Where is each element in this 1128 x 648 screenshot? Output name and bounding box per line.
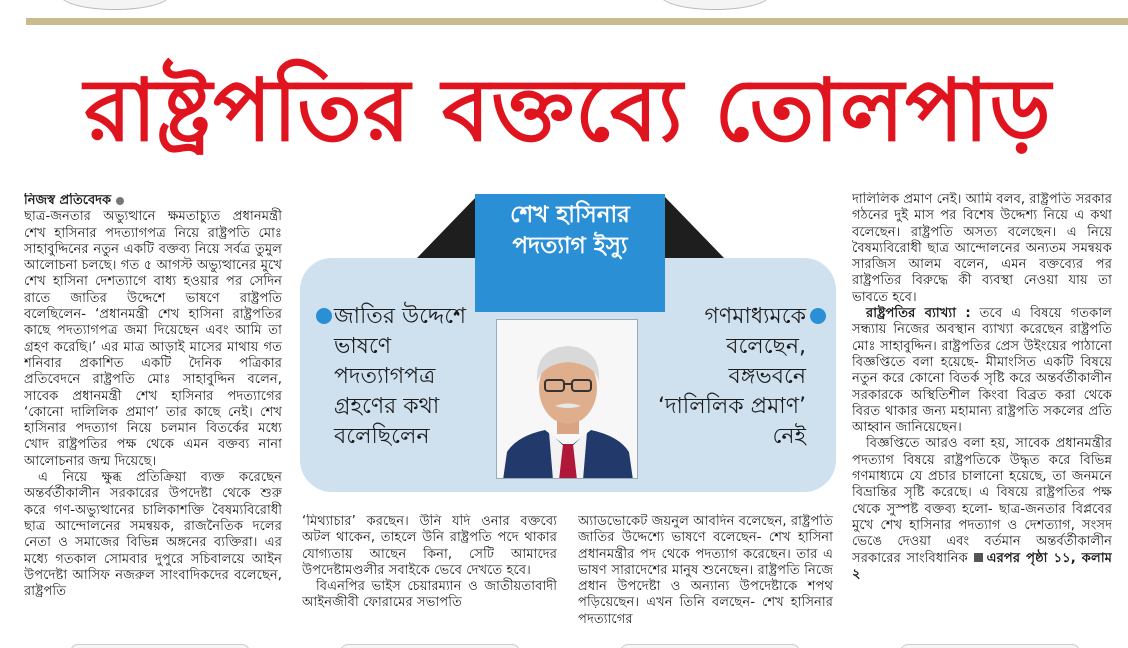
byline: [24, 193, 282, 209]
infographic-title: শেখ হাসিনার পদত্যাগ ইস্যু: [510, 202, 630, 259]
cropped-pill-graphic: [340, 644, 520, 648]
cropped-pill-graphic: [620, 644, 800, 648]
bullet-dot-icon: [810, 308, 826, 324]
bullet-dot-icon: [316, 308, 332, 324]
paragraph: ‘মিথ্যাচার’ করছেন। উনি যদি ওনার বক্তব্যে অটল থাকেন, তাহলে উনি রাষ্ট্রপতি পদে থাকার যোগ্যতায় আছেন কিনা, সেটি আমাদের উপদেষ্টামণ্ডলীর সবাইকে ভেবে দেখতে হবে।: [302, 514, 557, 578]
byline-text: নিজস্ব প্রতিবেদক: [24, 193, 112, 208]
cropped-circle-graphic: [660, 0, 770, 10]
paragraph-text: তবে এ বিষয়ে গতকাল সন্ধ্যায় নিজের অবস্থান ব্যাখ্যা করেছেন রাষ্ট্রপতি মোঃ সাহাবুদ্দিন। রাষ্ট্রপতির প্রেস উইংয়ের পাঠানো বিজ্ঞপ্তিতে বলা হয়েছে- মীমাংসিত একটি বিষয়ে নতুন করে কোনো বিতর্ক সৃষ্টি করে অন্তর্বর্তীকালীন সরকারকে অস্থিতিশীল কিংবা বিব্রত করা থেকে বিরত থাকার জন্য মহামান্য রাষ্ট্রপতি সকলের প্রতি আহ্বান জানিয়েছেন।: [852, 306, 1112, 436]
byline-dot-icon: [116, 197, 124, 205]
sub-heading: রাষ্ট্রপতির ব্যাখ্যা :: [866, 306, 971, 322]
cropped-pill-graphic: [900, 644, 1080, 648]
header-rule: [26, 18, 1128, 25]
article-column-4: [852, 192, 1112, 632]
bottom-cropped-strip: [0, 638, 1128, 648]
triangle-left-decoration: [417, 196, 477, 258]
infographic: [300, 188, 836, 494]
top-cropped-strip: [0, 0, 1128, 14]
paragraph: দালিলিক প্রমাণ নেই। আমি বলব, রাষ্ট্রপতি সরকার গঠনের দুই মাস পর বিশেষ উদ্দেশ্য নিয়ে এ কথা বলেছেন। রাষ্ট্রপতি অসত্য বলেছেন। এ নিয়ে বৈষম্যবিরোধী ছাত্র আন্দোলনের অন্যতম সমন্বয়ক সারজিস আলম বলেন, এমন বক্তব্যের পর রাষ্ট্রপতির বিরুদ্ধে কী ব্যবস্থা নেওয়া যায় তা ভাবতে হবে।: [852, 192, 1112, 305]
square-bullet-icon: [974, 553, 983, 562]
paragraph-text: বিজ্ঞপ্তিতে আরও বলা হয়, সাবেক প্রধানমন্ত্রীর পদত্যাগ বিষয়ে রাষ্ট্রপতিকে উদ্ধৃত করে বিভিন্ন গণমাধ্যমে যে প্রচার চালানো হয়েছে, তা জনমনে বিভ্রান্তির সৃষ্টি করেছে। এ বিষয়ে রাষ্ট্রপতির পক্ষ থেকে সুস্পষ্ট বক্তব্য হলো- ছাত্র-জনতার বিপ্লবের মুখে শেখ হাসিনার পদত্যাগ ও দেশত্যাগ, সংসদ ভেঙে দেওয়া এবং বর্তমান অন্তর্বর্তীকালীন সরকারের সাংবিধানিক: [852, 436, 1112, 566]
paragraph: এ নিয়ে ক্ষুব্ধ প্রতিক্রিয়া ব্যক্ত করেছেন অন্তর্বর্তীকালীন সরকারের উপদেষ্টা থেকে শুরু করে গণ-অভ্যুত্থানের চালিকাশক্তি বৈষম্যবিরোধী ছাত্র আন্দোলনের সমন্বয়ক, রাজনৈতিক দলের নেতা ও সমাজের বিভিন্ন অঙ্গনের ব্যক্তিরা। এর মধ্যে গতকাল সোমবার দুপুরে সচিবালয়ে আইন উপদেষ্টা আসিফ নজরুল সাংবাদিকদের বলেছেন, রাষ্ট্রপতি: [24, 470, 282, 600]
infographic-right-text: গণমাধ্যমকে বলেছেন, বঙ্গভবনে ‘দালিলিক প্রমাণ’ নেই: [657, 304, 806, 449]
paragraph: [852, 436, 1112, 583]
paragraph: বিএনপির ভাইস চেয়ারম্যান ও জাতীয়তাবাদী আইনজীবী ফোরামের সভাপতি: [302, 579, 557, 611]
paragraph: অ্যাডভোকেট জয়নুল আবদিন বলেছেন, রাষ্ট্রপতি জাতির উদ্দেশ্যে ভাষণে বলেছেন- শেখ হাসিনা প্রধানমন্ত্রীর পদ থেকে পদত্যাগ করেছেন। তার এ ভাষণ সারাদেশের মানুষ শুনেছেন। রাষ্ট্রপতি নিজে প্রধান উপদেষ্টা ও অন্যান্য উপদেষ্টাকে শপথ পড়িয়েছেন। এখন তিনি বলছেন- শেখ হাসিনার পদত্যাগের: [578, 514, 833, 627]
article-column-2: [302, 514, 557, 636]
headline: রাষ্ট্রপতির বক্তব্যে তোলপাড়: [84, 61, 1052, 161]
infographic-left-text: জাতির উদ্দেশে ভাষণে পদত্যাগপত্র গ্রহণের কথা বলেছিলেন: [334, 304, 467, 449]
portrait-illustration: [497, 320, 638, 479]
article-column-3: [578, 514, 833, 636]
triangle-right-decoration: [664, 196, 724, 258]
paragraph: [852, 306, 1112, 436]
continuation-text: এরপর পৃষ্ঠা ১১, কলাম ২: [852, 550, 1112, 582]
cropped-pill-graphic: [70, 644, 250, 648]
portrait-photo: [496, 319, 638, 479]
paragraph: ছাত্র-জনতার অভ্যুত্থানে ক্ষমতাচ্যুত প্রধানমন্ত্রী শেখ হাসিনার পদত্যাগপত্র নিয়ে রাষ্ট্রপতি মোঃ সাহাবুদ্দিনের নতুন একটি বক্তব্য নিয়ে সর্বত্র তুমুল আলোচনা চলছে। গত ৫ আগস্ট অভ্যুত্থানের মুখে শেখ হাসিনা দেশত্যাগে বাধ্য হওয়ার পর সেদিন রাতে জাতির উদ্দেশে ভাষণে রাষ্ট্রপতি বলেছিলেন- ‘প্রধানমন্ত্রী শেখ হাসিনা রাষ্ট্রপতির কাছে পদত্যাগপত্র জমা দিয়েছেন এবং আমি তা গ্রহণ করেছি।’ এর মাত্র আড়াই মাসের মাথায় গত শনিবার প্রকাশিত একটি দৈনিক পত্রিকার প্রতিবেদনে রাষ্ট্রপতি মোঃ সাহাবুদ্দিন বলেন, সাবেক প্রধানমন্ত্রী শেখ হাসিনার পদত্যাগের ‘কোনো দালিলিক প্রমাণ’ তার কাছে নেই। শেখ হাসিনার পদত্যাগ নিয়ে চলমান বিতর্কের মধ্যে খোদ রাষ্ট্রপতির পক্ষ থেকে এমন বক্তব্য নানা আলোচনার জন্ম দিয়েছে।: [24, 209, 282, 469]
article-column-1: [24, 193, 282, 633]
cropped-circle-graphic: [60, 0, 170, 10]
